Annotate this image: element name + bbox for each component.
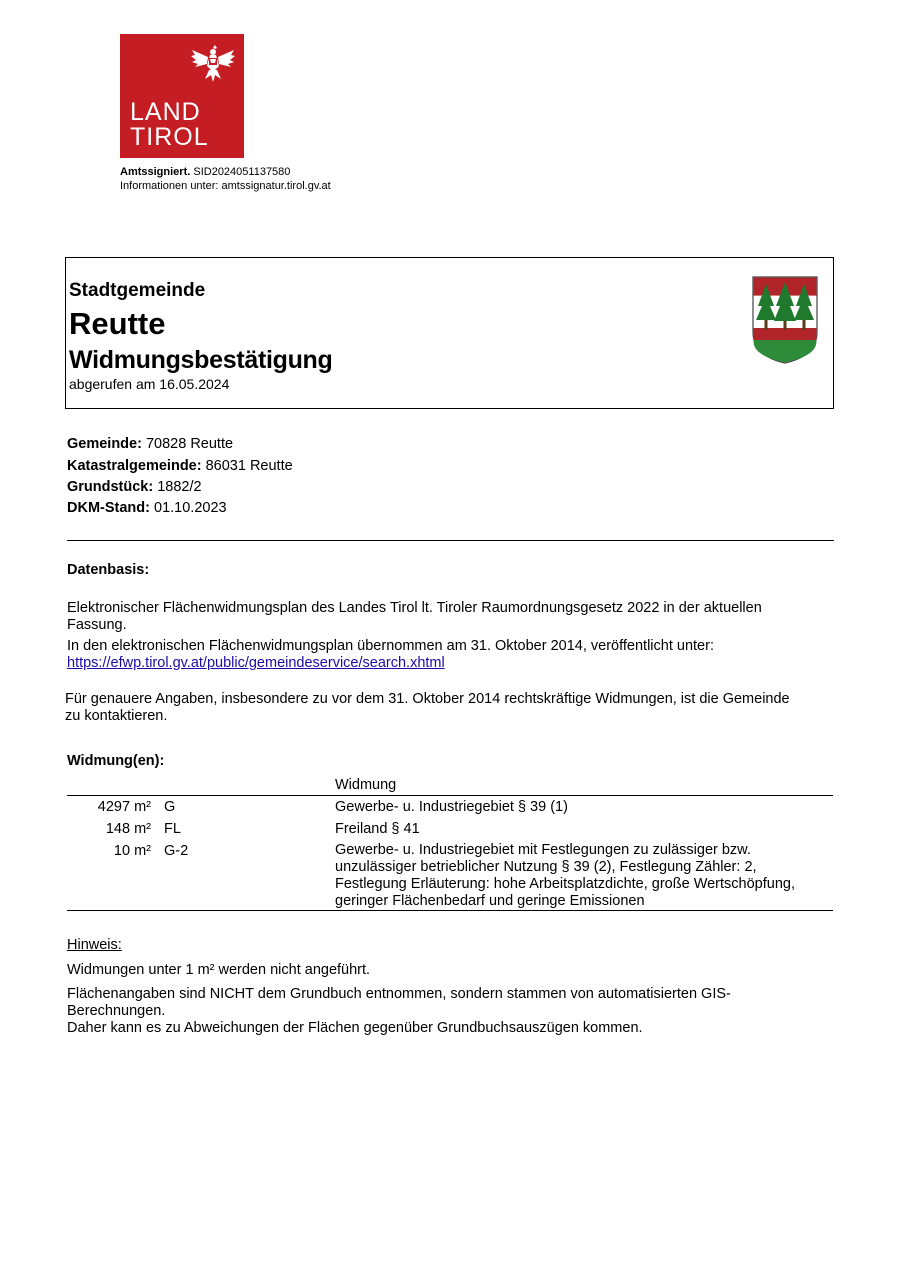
logo-text-land: LAND <box>130 98 201 126</box>
efwp-link[interactable]: https://efwp.tirol.gv.at/public/gemeindeservice/search.xhtml <box>67 655 445 671</box>
reutte-coat-of-arms-icon <box>752 276 818 364</box>
tyrol-eagle-icon <box>190 42 236 84</box>
info-dkm-stand <box>67 500 227 516</box>
info-value: 1882/2 <box>157 479 202 495</box>
info-gemeinde <box>67 436 233 452</box>
text-line: Für genauere Angaben, insbesondere zu vor dem 31. Oktober 2014 rechtskräftige Widmungen, ist die Gemeinde <box>65 691 790 707</box>
datenbasis-text-2: In den elektronischen Flächenwidmungsplan übernommen am 31. Oktober 2014, veröffentlicht unter: <box>67 638 714 654</box>
table-column-header: Widmung <box>335 777 397 793</box>
text-line: unzulässiger betrieblicher Nutzung § 39 (2), Festlegung Zähler: 2, <box>335 859 757 875</box>
logo-text-tirol: TIROL <box>130 123 209 151</box>
info-label: DKM-Stand: <box>67 500 150 516</box>
info-grundstueck <box>67 479 202 495</box>
text-line: Elektronischer Flächenwidmungsplan des Landes Tirol lt. Tiroler Raumordnungsgesetz 2022 in der aktuellen <box>67 600 762 616</box>
municipality-name: Reutte <box>69 306 166 341</box>
signature-id: SID2024051137580 <box>193 166 291 178</box>
signature-info: Informationen unter: amtssignatur.tirol.gv.at <box>120 180 331 192</box>
page-title: Widmungsbestätigung <box>69 346 333 374</box>
info-value: 01.10.2023 <box>154 500 227 516</box>
info-katastralgemeinde <box>67 458 293 474</box>
row-area: 10 m² <box>113 843 151 859</box>
datenbasis-text-3 <box>65 691 790 725</box>
row-area: 4297 m² <box>97 799 151 815</box>
text-line: Flächenangaben sind NICHT dem Grundbuch entnommen, sondern stammen von automatisierten GIS- <box>67 986 731 1002</box>
info-label: Gemeinde: <box>67 436 142 452</box>
row-code: G <box>164 799 176 815</box>
info-value: 70828 Reutte <box>145 436 234 452</box>
row-description: Freiland § 41 <box>335 821 420 837</box>
info-label: Grundstück: <box>67 479 154 495</box>
retrieved-date: abgerufen am 16.05.2024 <box>69 376 230 392</box>
table-row <box>67 843 151 859</box>
datenbasis-text-1 <box>67 600 762 634</box>
signature-block <box>120 165 331 193</box>
hinweis-line-3: Daher kann es zu Abweichungen der Flächen gegenüber Grundbuchsauszügen kommen. <box>67 1020 643 1036</box>
hinweis-heading: Hinweis: <box>67 937 122 953</box>
hinweis-text-2 <box>67 986 731 1020</box>
row-description: Gewerbe- u. Industriegebiet § 39 (1) <box>335 799 568 815</box>
text-line: Fassung. <box>67 617 127 633</box>
info-value: 86031 Reutte <box>205 458 293 474</box>
table-bottom-rule <box>67 910 833 911</box>
text-line: zu kontaktieren. <box>65 708 168 724</box>
hinweis-line-1: Widmungen unter 1 m² werden nicht angeführt. <box>67 962 371 978</box>
widmungen-heading: Widmung(en): <box>67 753 165 769</box>
table-row <box>67 821 151 837</box>
table-row <box>67 799 151 815</box>
land-tirol-logo <box>120 34 244 158</box>
row-code: FL <box>164 821 181 837</box>
text-line: Festlegung Erläuterung: hohe Arbeitsplatzdichte, große Wertschöpfung, <box>335 876 795 892</box>
info-label: Katastralgemeinde: <box>67 458 202 474</box>
municipality-type: Stadtgemeinde <box>69 280 206 301</box>
datenbasis-heading: Datenbasis: <box>67 562 150 578</box>
table-top-rule <box>67 795 833 796</box>
divider <box>67 540 834 541</box>
row-code: G-2 <box>164 843 189 859</box>
row-description <box>335 842 830 910</box>
signature-label: Amtssigniert. <box>120 166 191 178</box>
text-line: Gewerbe- u. Industriegebiet mit Festlegungen zu zulässiger bzw. <box>335 842 751 858</box>
text-line: Berechnungen. <box>67 1003 166 1019</box>
text-line: geringer Flächenbedarf und geringe Emissionen <box>335 893 645 909</box>
row-area: 148 m² <box>105 821 151 837</box>
